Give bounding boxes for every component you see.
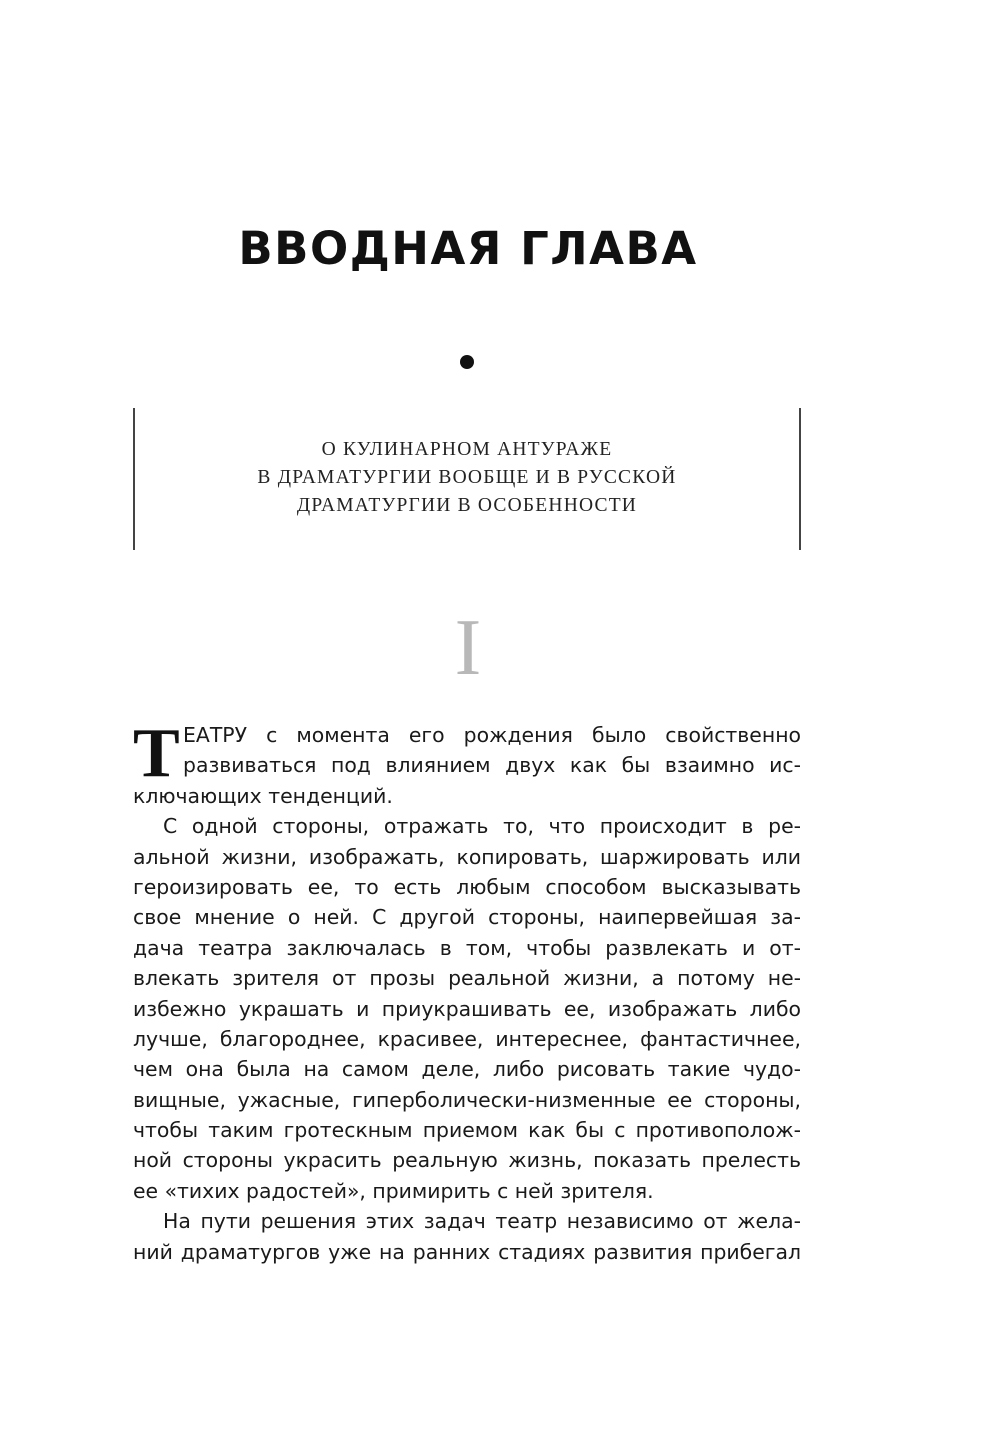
chapter-title: ВВОДНАЯ ГЛАВА — [238, 222, 698, 275]
body-line: альной жизни, изображать, копировать, шаржировать или — [133, 844, 801, 869]
body-line: ключающих тенденций. — [133, 783, 393, 808]
body-line: влекать зрителя от прозы реальной жизни, а потому не- — [133, 966, 801, 991]
drop-cap: Т — [133, 715, 180, 792]
subtitle-line: В ДРАМАТУРГИИ ВООБЩЕ И В РУССКОЙ — [257, 467, 677, 488]
body-line: чтобы таким гротескным приемом как бы с противополож- — [133, 1118, 801, 1143]
body-line: чем она была на самом деле, либо рисовать такие чудо- — [133, 1057, 801, 1082]
body-line: героизировать ее, то есть любым способом высказывать — [133, 874, 801, 899]
body-line: развиваться под влиянием двух как бы взаимно ис- — [183, 753, 801, 778]
body-line: На пути решения этих задач театр независимо от жела- — [163, 1209, 801, 1234]
body-line: свое мнение о ней. С другой стороны, наипервейшая за- — [133, 905, 801, 930]
subtitle-line: О КУЛИНАРНОМ АНТУРАЖЕ — [321, 439, 613, 460]
body-line: лучше, благороднее, красивее, интереснее, фантастичнее, — [133, 1026, 801, 1051]
body-line: дача театра заключалась в том, чтобы развлекать и от- — [133, 935, 801, 960]
body-line: избежно украшать и приукрашивать ее, изображать либо — [133, 996, 801, 1021]
chapter-subtitle — [135, 436, 799, 520]
body-line: С одной стороны, отражать то, что происходит в ре- — [163, 814, 801, 839]
section-numeral: I — [454, 604, 482, 692]
subtitle-line: ДРАМАТУРГИИ В ОСОБЕННОСТИ — [296, 495, 638, 516]
body-line: вищные, ужасные, гиперболически-низменные ее стороны, — [133, 1087, 801, 1112]
body-text — [133, 715, 801, 1267]
ornament-dot-icon — [460, 355, 474, 369]
body-line: ее «тихих радостей», примирить с ней зрителя. — [133, 1178, 654, 1203]
body-line: ний драматургов уже на ранних стадиях развития прибегал — [133, 1239, 801, 1264]
body-line: ЕАТРУ с момента его рождения было свойственно — [183, 723, 801, 747]
chapter-subtitle-box — [133, 408, 801, 550]
body-line: ной стороны украсить реальную жизнь, показать прелесть — [133, 1148, 801, 1173]
